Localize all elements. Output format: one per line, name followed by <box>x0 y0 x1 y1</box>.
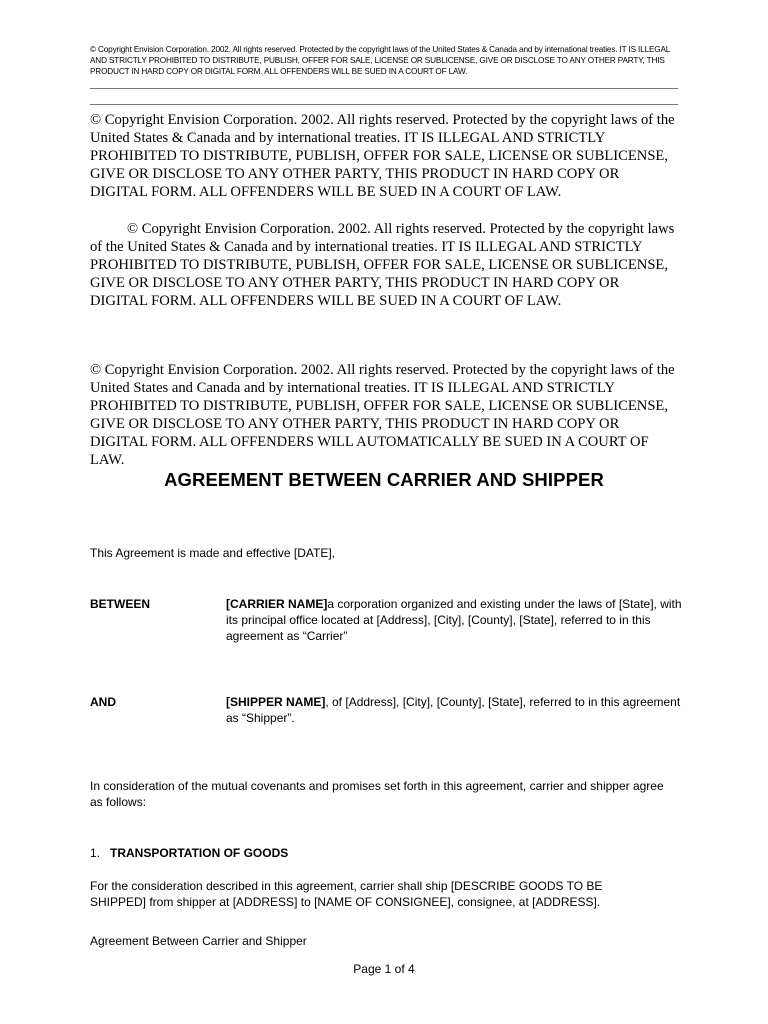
copyright-paragraph-1: © Copyright Envision Corporation. 2002. All rights reserved. Protected by the copyright laws of the United States & Canada and by international treaties. IT IS ILLEGAL AND STRICTLY PROHIBITED TO DISTRIBUTE, PUBLISH, OFFER FOR SALE, LICENSE OR SUBLICENSE, GIVE OR DISCLOSE TO ANY OTHER PARTY, THIS PRODUCT IN HARD COPY OR DIGITAL FORM. ALL OFFENDERS WILL BE SUED IN A COURT OF LAW. <box>90 112 675 200</box>
header-rule-top <box>90 88 678 89</box>
carrier-party-text: a corporation organized and existing under the laws of [State], with its principal office located at [Address], [City], [County], [State], referred to in this agreement as “Carrier” <box>226 597 682 643</box>
header-rule-bottom <box>90 104 678 105</box>
shipper-name-placeholder: [SHIPPER NAME] <box>226 695 326 709</box>
consideration-paragraph: In consideration of the mutual covenants and promises set forth in this agreement, carrier and shipper agree as follows: <box>90 779 664 809</box>
between-label: BETWEEN <box>90 597 150 611</box>
carrier-party-description <box>226 596 682 644</box>
and-label: AND <box>90 695 116 709</box>
agreement-title: AGREEMENT BETWEEN CARRIER AND SHIPPER <box>164 469 604 490</box>
copyright-paragraph-3: © Copyright Envision Corporation. 2002. All rights reserved. Protected by the copyright laws of the United States and Canada and by international treaties. IT IS ILLEGAL AND STRICTLY PROHIBITED TO DISTRIBUTE, PUBLISH, OFFER FOR SALE, LICENSE OR SUBLICENSE, GIVE OR DISCLOSE TO ANY OTHER PARTY, THIS PRODUCT IN HARD COPY OR DIGITAL FORM. ALL OFFENDERS WILL AUTOMATICALLY BE SUED IN A COURT OF LAW. <box>90 362 675 468</box>
section-1-title: TRANSPORTATION OF GOODS <box>110 846 289 860</box>
intro-line: This Agreement is made and effective [DATE], <box>90 546 336 560</box>
footer-document-title: Agreement Between Carrier and Shipper <box>90 934 307 948</box>
copyright-paragraph-2: © Copyright Envision Corporation. 2002. All rights reserved. Protected by the copyright laws of the United States & Canada and by international treaties. IT IS ILLEGAL AND STRICTLY PROHIBITED TO DISTRIBUTE, PUBLISH, OFFER FOR SALE, LICENSE OR SUBLICENSE, GIVE OR DISCLOSE TO ANY OTHER PARTY, THIS PRODUCT IN HARD COPY OR DIGITAL FORM. ALL OFFENDERS WILL BE SUED IN A COURT OF LAW. <box>90 221 675 309</box>
page-number: Page 1 of 4 <box>353 962 415 976</box>
shipper-party-text: , of [Address], [City], [County], [State], referred to in this agreement as “Shipper”. <box>226 695 681 725</box>
section-1-body: For the consideration described in this agreement, carrier shall ship [DESCRIBE GOODS TO BE SHIPPED] from shipper at [ADDRESS] to [NAME OF CONSIGNEE], consignee, at [ADDRESS]. <box>90 879 603 909</box>
carrier-name-placeholder: [CARRIER NAME] <box>226 597 328 611</box>
section-1-number: 1. <box>90 846 101 860</box>
shipper-party-description <box>226 694 682 726</box>
header-copyright-notice: © Copyright Envision Corporation. 2002. All rights reserved. Protected by the copyright laws of the United States & Canada and by international treaties. IT IS ILLEGAL AND STRICTLY PROHIBITED TO DISTRIBUTE, PUBLISH, OFFER FOR SALE, LICENSE OR SUBLICENSE, GIVE OR DISCLOSE TO ANY OTHER PARTY, THIS PRODUCT IN HARD COPY OR DIGITAL FORM. ALL OFFENDERS WILL BE SUED IN A COURT OF LAW. <box>90 45 670 76</box>
section-1-heading <box>90 845 690 861</box>
